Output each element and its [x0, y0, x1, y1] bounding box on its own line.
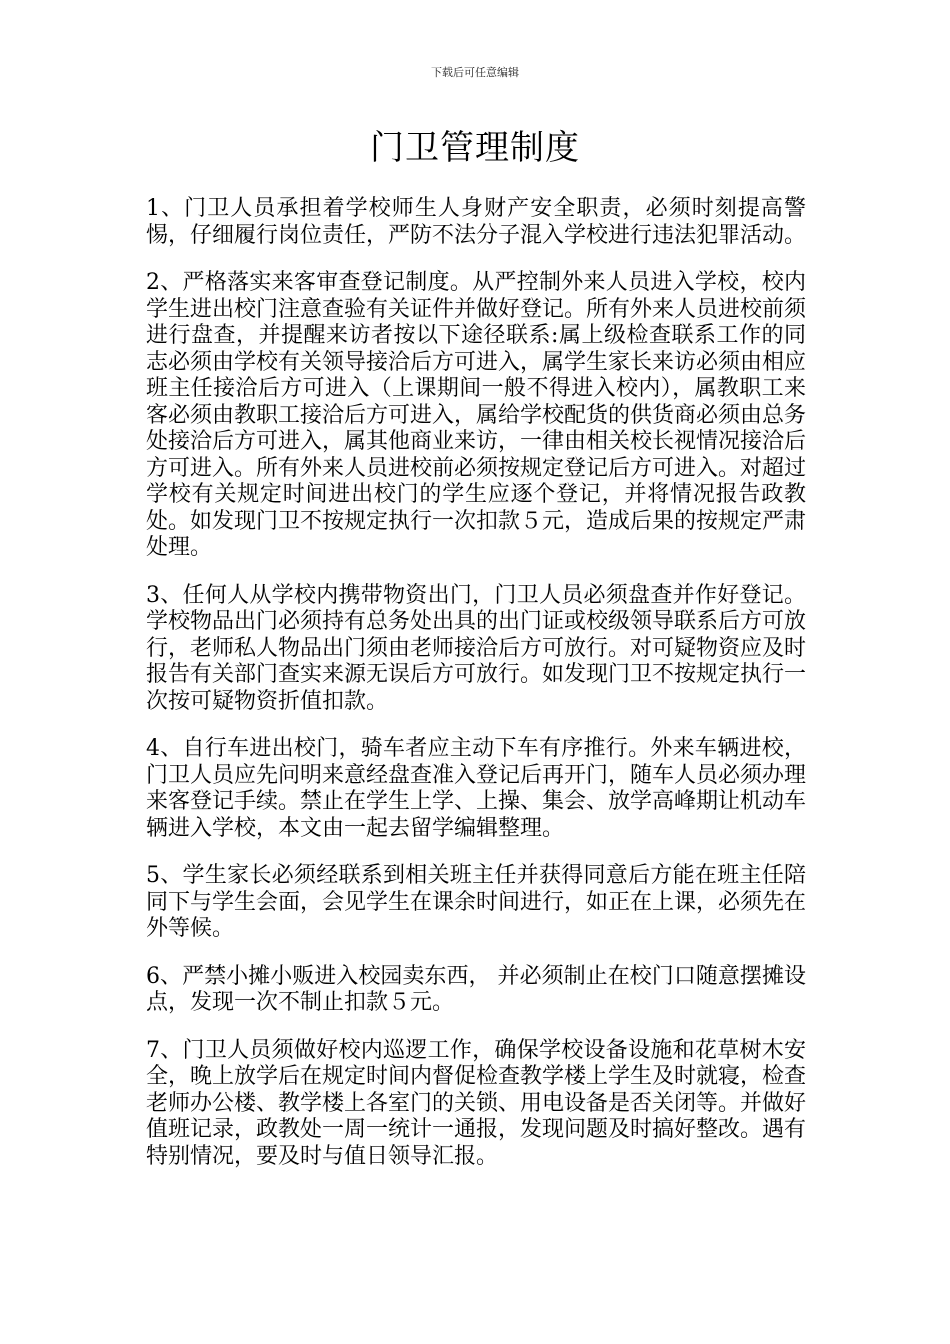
paragraph-4: 4、自行车进出校门，骑车者应主动下车有序推行。外来车辆进校，门卫人员应先问明来意经盘查准入登记后再开门，随车人员必须办理来客登记手续。禁止在学生上学、上操、集会、放学高峰期让机动车辆进入学校，本文由一起去留学编辑整理。: [146, 736, 807, 841]
paragraph-3: 3、任何人从学校内携带物资出门，门卫人员必须盘查并作好登记。学校物品出门必须持有总务处出具的出门证或校级领导联系后方可放行，老师私人物品出门须由老师接洽后方可放行。对可疑物资应及时报告有关部门查实来源无误后方可放行。如发现门卫不按规定执行一次按可疑物资折值扣款。: [146, 582, 807, 714]
paragraph-5: 5、学生家长必须经联系到相关班主任并获得同意后方能在班主任陪同下与学生会面，会见学生在课余时间进行，如正在上课，必须先在外等候。: [146, 863, 807, 941]
document-body: [146, 196, 806, 1191]
paragraph-7: 7、门卫人员须做好校内巡逻工作，确保学校设备设施和花草树木安全，晚上放学后在规定时间内督促检查教学楼上学生及时就寝，检查老师办公楼、教学楼上各室门的关锁、用电设备是否关闭等。并做好值班记录，政教处一周一统计一通报，发现问题及时搞好整改。遇有特别情况，要及时与值日领导汇报。: [146, 1037, 807, 1169]
paragraph-2: 2、严格落实来客审查登记制度。从严控制外来人员进入学校，校内学生进出校门注意查验有关证件并做好登记。所有外来人员进校前须进行盘查，并提醒来访者按以下途径联系:属上级检查联系工作的同志必须由学校有关领导接洽后方可进入，属学生家长来访必须由相应班主任接洽后方可进入（上课期间一般不得进入校内），属教职工来客必须由教职工接洽后方可进入，属给学校配货的供货商必须由总务处接洽后方可进入，属其他商业来访，一律由相关校长视情况接洽后方可进入。所有外来人员进校前必须按规定登记后方可进入。对超过学校有关规定时间进出校门的学生应逐个登记，并将情况报告政教处。如发现门卫不按规定执行一次扣款５元，造成后果的按规定严肃处理。: [146, 270, 807, 560]
document-title: 门卫管理制度: [370, 128, 580, 168]
paragraph-6: 6、严禁小摊小贩进入校园卖东西， 并必须制止在校门口随意摆摊设点，发现一次不制止扣款５元。: [146, 963, 806, 1015]
header-note: 下载后可任意编辑: [431, 66, 519, 79]
paragraph-1: 1、门卫人员承担着学校师生人身财产安全职责，必须时刻提高警惕，仔细履行岗位责任，严防不法分子混入学校进行违法犯罪活动。: [146, 196, 807, 248]
